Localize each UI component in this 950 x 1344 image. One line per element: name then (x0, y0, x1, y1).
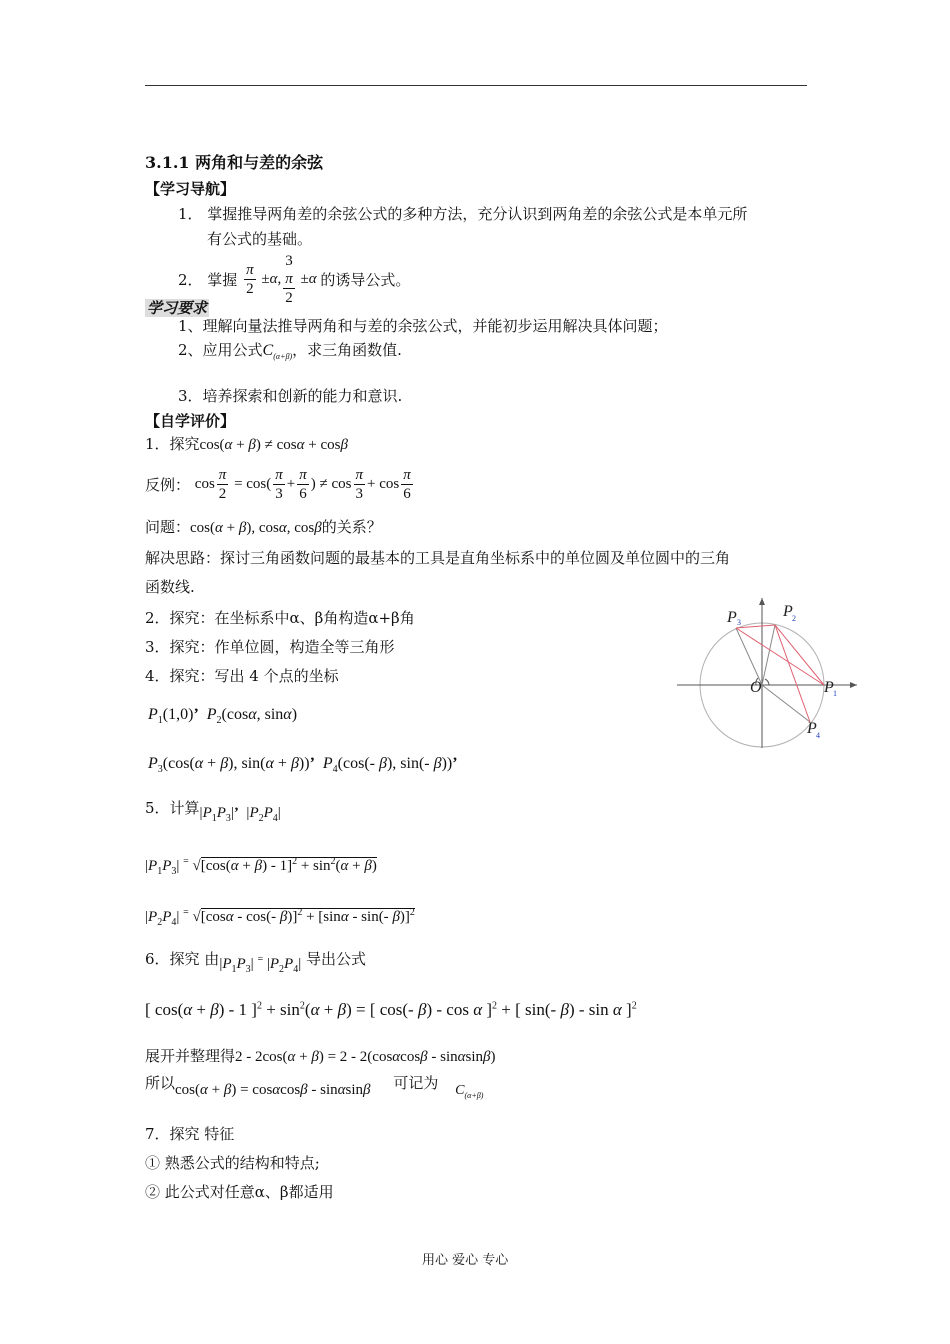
unit-circle-figure (672, 590, 872, 755)
radius-op2 (762, 625, 775, 685)
label-origin: O (750, 679, 762, 696)
nav-item-1-line1: 1． 掌握推导两角差的余弦公式的多种方法，充分认识到两角差的余弦公式是本单元所 (178, 205, 748, 223)
dist-p1p3: $|P_1P_3|$ = $√[\cos(\alpha + \beta) - 1]^2 + \sin^2(\alpha + \beta)$ (145, 856, 377, 877)
expand-line: 展开并整理得2 - 2cos(α + β) = 2 - 2(cosαcosβ - sinαsinβ) (145, 1047, 496, 1065)
label-p4-sub: 4 (816, 731, 820, 740)
label-p1: P (824, 679, 834, 696)
dist-p2p4: $|P_2P_4|$ = √[cosα - cos(- β)]$^2$ + [sinα - sin(- β)]$^2$ (145, 907, 415, 928)
explore-2: 2．探究：在坐标系中α、β角构造α+β角 (145, 609, 415, 627)
idea-line-2: 函数线. (145, 578, 195, 596)
req-1: 1、理解向量法推导两角和与差的余弦公式，并能初步运用解决具体问题； (178, 317, 668, 335)
requirements-heading: 学习要求 (147, 299, 208, 317)
req-2: 2、应用公式$C_{(\alpha+\beta)}$，求三角函数值. (178, 341, 402, 361)
coord-p3-p4: $P_3(\cos(\alpha + \beta)$, sin(α + β))’ $P_4(\cos(-$ β), sin(- β))’ (148, 755, 458, 776)
explore-7: 7．探究 特征 (145, 1125, 235, 1143)
label-p4: P (807, 720, 817, 737)
compute-5: 5．计算$|P_1P_3|$’ $|P_2P_4|$ (145, 799, 281, 824)
angle-arc (765, 679, 769, 685)
label-p2-sub: 2 (792, 614, 796, 623)
nav-item-1-line2: 有公式的基础。 (207, 230, 313, 248)
feature-2: ② 此公式对任意α、β都适用 (145, 1183, 334, 1201)
explore-3: 3．探究：作单位圆，构造全等三角形 (145, 638, 395, 656)
explore-4: 4．探究：写出 4 个点的坐标 (145, 667, 339, 685)
label-p1-sub: 1 (833, 689, 837, 698)
feature-1: ① 熟悉公式的结构和特点; (145, 1154, 320, 1172)
nav-heading: 【学习导航】 (145, 180, 236, 198)
self-eval-heading: 【自学评价】 (145, 412, 236, 430)
page-footer: 用心 爱心 专心 (422, 1253, 509, 1268)
formula-line: 所以cos(α + β) = cosαcosβ - sinαsinβ 可记为 $C_{(\alpha+\beta)}$ (145, 1074, 484, 1100)
counter-example: 反例： cos $\frac{\pi}{2}$ = cos( $\frac{\pi}{3}$ + $\frac{\pi}{6}$ ) ≠ cos $\frac{\pi}{3}$ + cos $\frac{\pi}{6}$ (145, 467, 411, 502)
header-rule (145, 85, 807, 86)
y-axis-arrow-icon (759, 598, 765, 605)
label-p2: P (783, 603, 793, 620)
x-axis-arrow-icon (850, 682, 857, 688)
explore-1: 1．探究cos(α + β) ≠ cosα + cosβ (145, 435, 348, 453)
question: 问题：cos(α + β), cosα, cosβ的关系？ (145, 518, 382, 536)
explore-6: 6．探究 由$|P_1P_3|$ = $|P_2P_4|$ 导出公式 (145, 950, 366, 975)
equation-main: [ cos(α + β) - 1 ]$^2 + \sin^2(\alpha + \beta)$ = [ cos(- β) - cos α ]$^2$ + [ sin(- β) - sin α ]$^2$ (145, 1000, 637, 1019)
nav-item-2: 2． 掌握 $\frac{\pi}{2}$ ±α, 3 π 2 ±α 的诱导公式。 (178, 253, 411, 306)
req-3: 3．培养探索和创新的能力和意识. (178, 387, 403, 405)
coord-p1-p2: $P_1(1,0)$’ $P_2(\cos\alpha$, sinα) (148, 706, 298, 727)
label-p3-sub: 3 (737, 618, 741, 627)
idea-line-1: 解决思路：探讨三角函数问题的最基本的工具是直角坐标系中的单位圆及单位圆中的三角 (145, 549, 731, 567)
section-title: 3.1.1 两角和与差的余弦 (145, 153, 324, 172)
label-p3: P (727, 609, 737, 626)
